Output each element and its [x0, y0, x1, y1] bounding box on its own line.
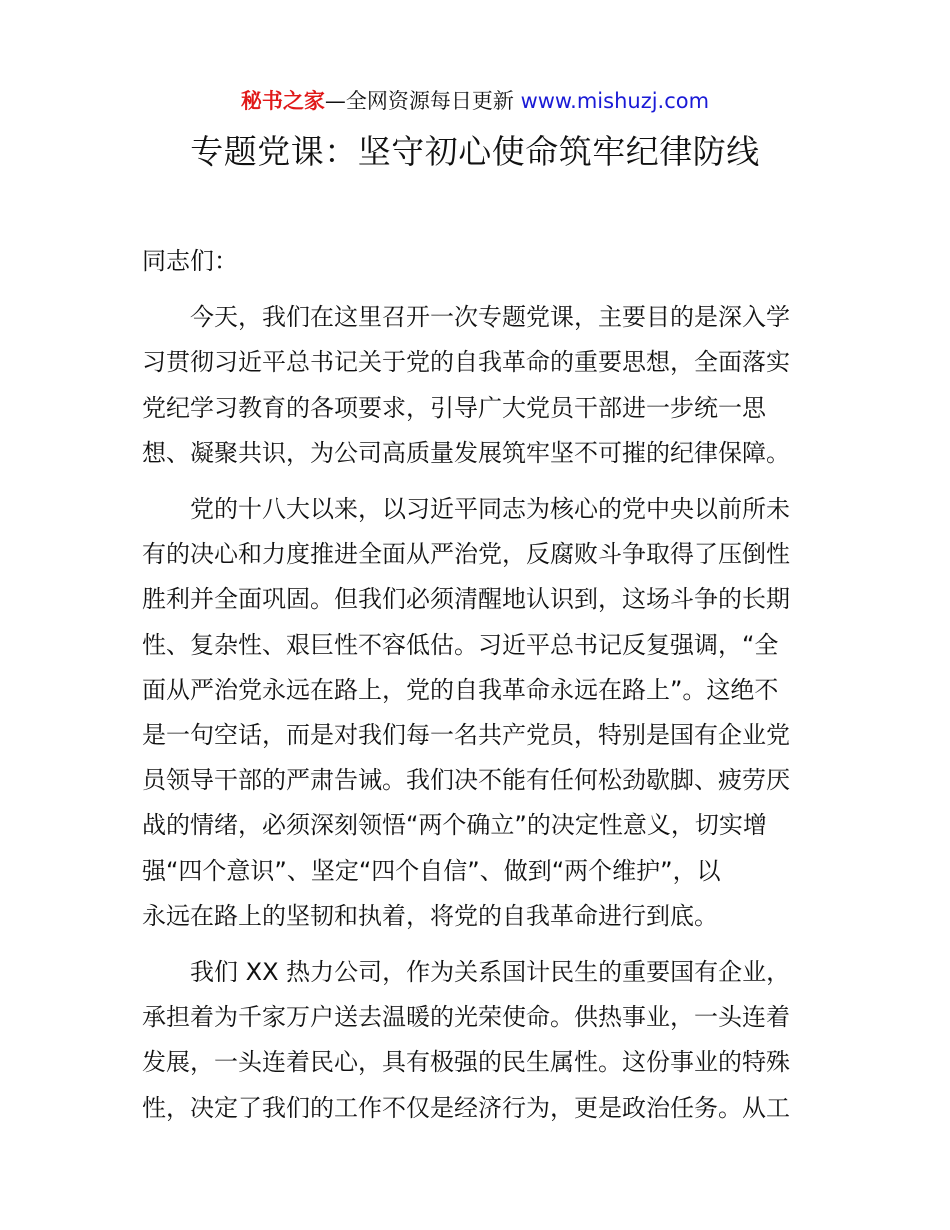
paragraph-3 [142, 950, 812, 1131]
text-line: 性、复杂性、艰巨性不容低估。习近平总书记反复强调，“全 [142, 630, 779, 659]
text-line: 性，决定了我们的工作不仅是经济行为，更是政治任务。从工 [142, 1093, 790, 1122]
text-line: 有的决心和力度推进全面从严治党，反腐败斗争取得了压倒性 [142, 540, 790, 569]
paragraph-2 [142, 487, 812, 939]
text-line: 今天，我们在这里召开一次专题党课，主要目的是深入学 [142, 303, 790, 332]
text-line: 我们 XX 热力公司，作为关系国计民生的重要国有企业， [142, 958, 791, 987]
text-line: 习贯彻习近平总书记关于党的自我革命的重要思想，全面落实 [142, 348, 790, 377]
text-line: 面从严治党永远在路上，党的自我革命永远在路上”。这绝不 [142, 675, 779, 704]
text-line: 想、凝聚共识，为公司高质量发展筑牢坚不可摧的纪律保障。 [142, 438, 790, 467]
paragraph-1 [142, 295, 812, 476]
brand-name: 秘书之家 [240, 89, 325, 113]
text-line: 党的十八大以来，以习近平同志为核心的党中央以前所未 [142, 495, 790, 524]
text-line: 员领导干部的严肃告诫。我们决不能有任何松劲歇脚、疲劳厌 [142, 766, 790, 795]
paragraph-gap [142, 939, 812, 950]
document-title: 专题党课：坚守初心使命筑牢纪律防线 [190, 132, 760, 171]
text-line: 承担着为千家万户送去温暖的光荣使命。供热事业，一头连着 [142, 1003, 790, 1032]
site-tagline: —全网资源每日更新 [324, 89, 514, 113]
paragraph-gap [142, 284, 812, 295]
text-line: 胜利并全面巩固。但我们必须清醒地认识到，这场斗争的长期 [142, 585, 790, 614]
paragraph-gap [142, 476, 812, 487]
salutation: 同志们： [142, 247, 238, 275]
text-line: 战的情绪，必须深刻领悟“两个确立”的决定性意义，切实增 [142, 811, 767, 840]
text-line: 强“四个意识”、坚定“四个自信”、做到“两个维护”，以 [142, 856, 721, 885]
text-line: 党纪学习教育的各项要求，引导广大党员干部进一步统一思 [142, 393, 766, 422]
site-url-link[interactable]: www.mishuzj.com [520, 89, 710, 113]
text-line: 是一句空话，而是对我们每一名共产党员，特别是国有企业党 [142, 721, 790, 750]
text-line: 永远在路上的坚韧和执着，将党的自我革命进行到底。 [142, 901, 718, 930]
text-line: 发展，一头连着民心，具有极强的民生属性。这份事业的特殊 [142, 1048, 790, 1077]
site-header [0, 86, 950, 116]
document-body [142, 239, 812, 1131]
